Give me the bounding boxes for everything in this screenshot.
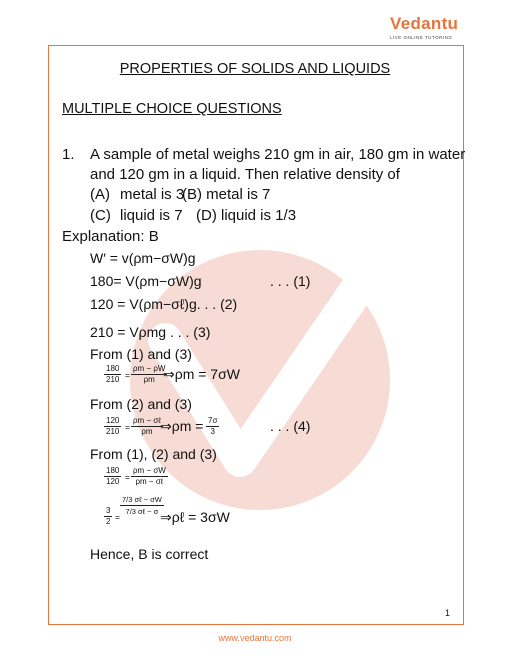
equals-sign: = <box>125 370 130 380</box>
fraction-d-num: ρm − σℓ <box>133 416 161 425</box>
fraction-a-num: 180 <box>106 364 120 373</box>
from-1-3-label: From (1) and (3) <box>90 346 192 362</box>
fraction-c <box>104 416 121 437</box>
fraction-c-den: 210 <box>106 427 120 436</box>
logo-wordmark: Vedantu <box>390 14 459 33</box>
result-2-3: ⇒ρm = <box>160 418 204 434</box>
option-a-text: metal is 3 <box>120 186 185 203</box>
fraction-e <box>206 416 219 437</box>
fraction-b <box>131 364 167 385</box>
section-heading: MULTIPLE CHOICE QUESTIONS <box>62 101 282 117</box>
option-a-label: (A) <box>90 186 110 203</box>
equation-3: 210 = Vρmg . . . (3) <box>90 324 211 340</box>
option-c-label: (C) <box>90 207 111 224</box>
equation-1: 180= V(ρm−σW)g <box>90 273 202 289</box>
fraction-c-num: 120 <box>106 416 120 425</box>
equals-sign: = <box>125 422 130 432</box>
logo-tagline: LIVE ONLINE TUTORING <box>390 35 453 40</box>
fraction-g-num: ρm − σW <box>133 466 166 475</box>
option-c-text: liquid is 7 <box>120 207 183 224</box>
fraction-i <box>120 494 164 517</box>
fraction-d <box>131 416 163 437</box>
equation-2: 120 = V(ρm−σℓ)g. . . (2) <box>90 296 238 312</box>
footer-link[interactable]: www.vedantu.com <box>218 633 292 643</box>
fraction-f <box>104 466 121 487</box>
result-1-3: ⇒ρm = 7σW <box>163 366 240 382</box>
vedantu-logo <box>390 14 470 48</box>
fraction-e-den: 3 <box>210 427 215 436</box>
option-d: (D) liquid is 1/3 <box>196 207 297 224</box>
fraction-h-den: 2 <box>106 517 111 526</box>
fraction-a-den: 210 <box>106 375 120 384</box>
fraction-h <box>104 506 112 527</box>
fraction-f-num: 180 <box>106 466 120 475</box>
fraction-g-den: ρm − σℓ <box>135 477 164 486</box>
fraction-f-den: 120 <box>106 477 120 486</box>
fraction-i-den: 7/3 σℓ − σ <box>125 507 159 516</box>
question-number: 1. <box>62 146 75 163</box>
fraction-g <box>131 466 168 487</box>
equation-1-tag: . . . (1) <box>270 273 311 289</box>
option-b: (B) metal is 7 <box>182 186 271 203</box>
page-number: 1 <box>445 608 451 618</box>
fraction-d-den: ρm <box>141 427 153 436</box>
fraction-i-num: 7/3 σℓ − σW <box>122 495 162 504</box>
from-2-3-label: From (2) and (3) <box>90 396 192 412</box>
fraction-e-num: 7σ <box>208 416 218 425</box>
equals-sign: = <box>125 472 130 482</box>
result-1-2-3: ⇒ρℓ = 3σW <box>160 509 230 525</box>
equation-w: W′ = v(ρm−σW)g <box>90 250 196 266</box>
fraction-b-den: ρm <box>143 375 155 384</box>
equation-4-tag: . . . (4) <box>270 418 311 434</box>
explanation-heading: Explanation: B <box>62 228 159 245</box>
equals-sign: = <box>115 512 120 522</box>
fraction-a <box>104 364 121 385</box>
question-line-2: and 120 gm in a liquid. Then relative density of <box>90 166 400 183</box>
fraction-h-num: 3 <box>106 506 111 515</box>
from-1-2-3-label: From (1), (2) and (3) <box>90 446 217 462</box>
question-line-1: A sample of metal weighs 210 gm in air, 180 gm in water <box>90 146 466 163</box>
page-title: PROPERTIES OF SOLIDS AND LIQUIDS <box>119 61 391 77</box>
conclusion: Hence, B is correct <box>90 546 209 562</box>
fraction-b-num: ρm − ρW <box>133 364 166 373</box>
